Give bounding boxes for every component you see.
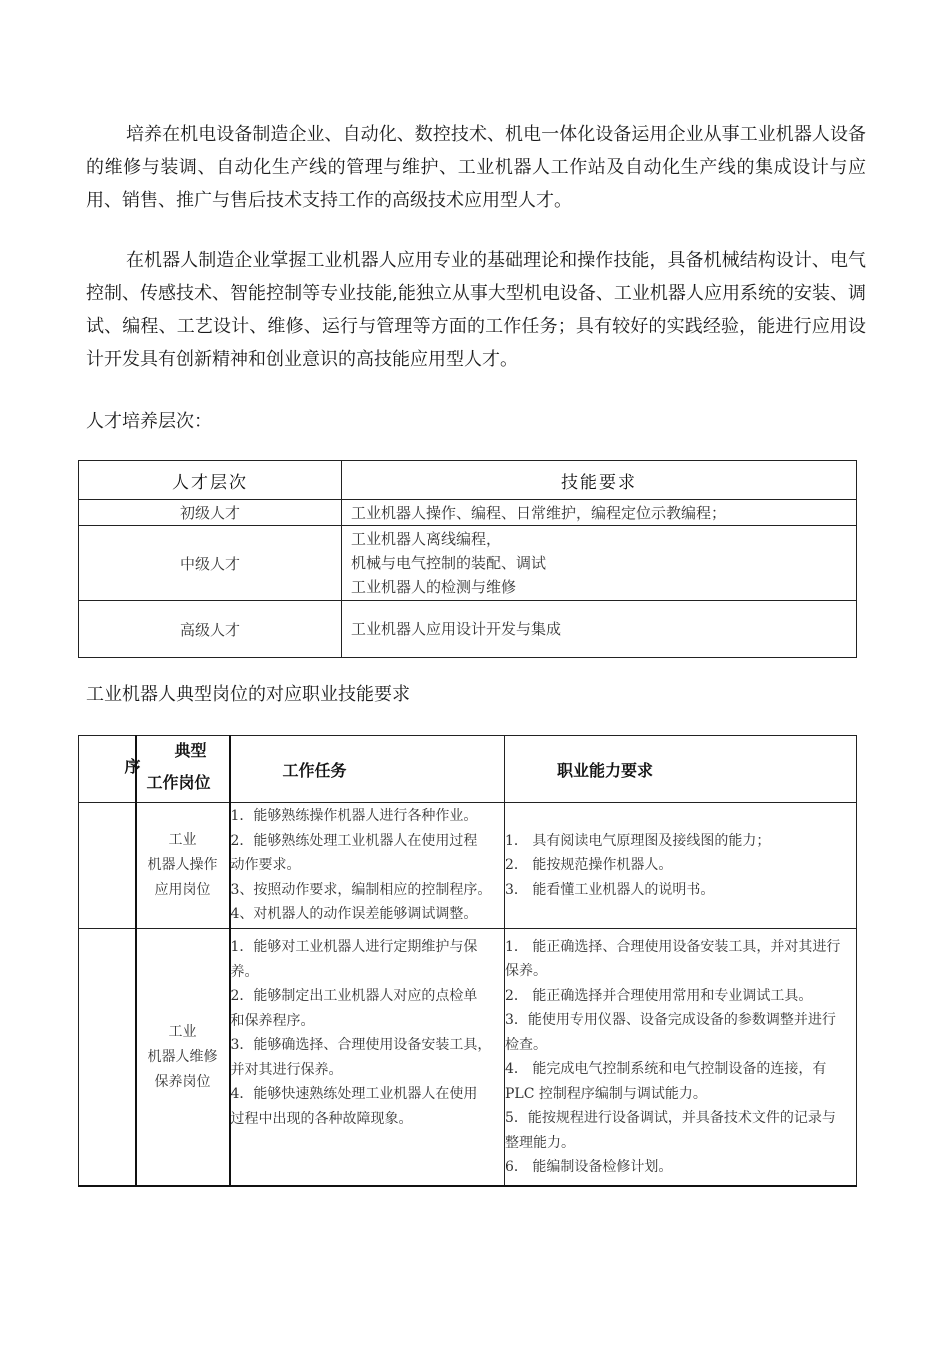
abilities-cell	[505, 803, 857, 929]
requirement-cell	[342, 500, 857, 526]
ability-line: 6． 能编制设备检修计划。	[505, 1159, 673, 1175]
post-line: 工业	[168, 832, 197, 848]
ability-line: 3．能使用专用仪器、设备完成设备的参数调整并进行	[505, 1012, 836, 1028]
tasks-cell	[230, 803, 505, 929]
task-line: 2．能够制定出工业机器人对应的点检单	[230, 988, 478, 1004]
paragraph-training-goal: 培养在机电设备制造企业、自动化、数控技术、机电一体化设备运用企业从事工业机器人设备的维修与装调、自动化生产线的管理与维护、工业机器人工作站及自动化生产线的集成设计与应用、销售、推广与售后技术支持工作的高级技术应用型人才。	[86, 124, 866, 211]
post-line: 保养岗位	[154, 1073, 211, 1090]
post-line: 应用岗位	[154, 882, 211, 898]
post-line: 工业	[168, 1023, 197, 1040]
header-skill: 技能要求	[342, 461, 857, 500]
talent-level-table	[78, 460, 857, 658]
ability-line: 2． 能按规范操作机器人。	[505, 857, 673, 874]
ability-line: 整理能力。	[505, 1134, 575, 1151]
requirement-line: 工业机器人的检测与维修	[351, 578, 517, 596]
task-line: 4、对机器人的动作误差能够调试调整。	[230, 906, 478, 923]
task-line: 动作要求。	[230, 857, 301, 874]
ability-line: 3． 能看懂工业机器人的说明书。	[505, 881, 715, 898]
task-line: 和保养程序。	[230, 1012, 315, 1029]
heading-talent-levels: 人才培养层次：	[86, 411, 212, 432]
task-line: 3、按照动作要求，编制相应的控制程序。	[230, 881, 492, 898]
level-cell: 高级人才	[79, 601, 342, 658]
task-line: 并对其进行保养。	[230, 1061, 343, 1078]
table-row	[79, 500, 857, 526]
table-row	[79, 601, 857, 658]
task-line: 4．能够快速熟练处理工业机器人在使用	[230, 1086, 478, 1102]
ability-line: 1． 具有阅读电气原理图及接线图的能力；	[505, 832, 771, 849]
level-cell: 初级人才	[79, 500, 342, 526]
post-line: 机器人维修	[147, 1048, 218, 1065]
ability-line: PLC 控制程序编制与调试能力。	[505, 1085, 707, 1102]
header-post-line1: 典型	[174, 741, 207, 760]
header-abilities: 职业能力要求	[505, 736, 857, 803]
post-line: 机器人操作	[147, 857, 218, 873]
abilities-cell	[505, 929, 857, 1187]
ability-line: 2． 能正确选择并合理使用常用和专业调试工具。	[505, 987, 813, 1004]
ability-line: 检查。	[505, 1036, 547, 1053]
table-header-row	[79, 736, 857, 803]
table-row	[79, 803, 857, 929]
tasks-cell	[230, 929, 505, 1187]
requirement-line: 工业机器人操作、编程、日常维护，编程定位示教编程；	[351, 503, 727, 522]
seq-cell	[79, 803, 136, 929]
post-skill-table	[78, 735, 857, 1187]
task-line: 2．能够熟练处理工业机器人在使用过程	[230, 832, 478, 849]
ability-line: 1． 能正确选择、合理使用设备安装工具，并对其进行	[505, 938, 841, 955]
requirement-cell	[342, 601, 857, 658]
header-post-line2: 工作岗位	[146, 773, 211, 792]
header-tasks: 工作任务	[230, 736, 505, 803]
header-seq-text: 序	[124, 757, 141, 776]
table-row	[79, 929, 857, 1187]
header-level: 人才层次	[79, 461, 342, 500]
post-cell	[136, 803, 230, 929]
seq-cell	[79, 929, 136, 1187]
task-line: 1．能够对工业机器人进行定期维护与保	[230, 939, 478, 955]
requirement-line: 工业机器人离线编程，	[351, 530, 502, 548]
task-line: 3．能够确选择、合理使用设备安装工具，	[230, 1037, 492, 1053]
table-header-row	[79, 461, 857, 500]
header-seq	[79, 736, 141, 803]
ability-line: 4． 能完成电气控制系统和电气控制设备的连接，有	[505, 1061, 827, 1077]
paragraph-skill-description: 在机器人制造企业掌握工业机器人应用专业的基础理论和操作技能，具备机械结构设计、电气控制、传感技术、智能控制等专业技能,能独立从事大型机电设备、工业机器人应用系统的安装、调试、编程、工艺设计、维修、运行与管理等方面的工作任务；具有较好的实践经验，能进行应用设计开发具有创新精神和创业意识的高技能应用型人才。	[86, 250, 866, 370]
table-row	[79, 526, 857, 601]
header-post	[136, 736, 230, 803]
post-cell	[136, 929, 230, 1187]
heading-typical-posts: 工业机器人典型岗位的对应职业技能要求	[86, 684, 410, 705]
ability-line: 5．能按规程进行设备调试，并具备技术文件的记录与	[505, 1110, 836, 1126]
ability-line: 保养。	[505, 963, 547, 979]
requirement-line: 工业机器人应用设计开发与集成	[351, 620, 562, 638]
requirement-line: 机械与电气控制的装配、调试	[351, 554, 547, 572]
task-line: 过程中出现的各种故障现象。	[230, 1110, 413, 1127]
task-line: 1．能够熟练操作机器人进行各种作业。	[230, 808, 478, 825]
requirement-cell	[342, 526, 857, 601]
level-cell: 中级人才	[79, 526, 342, 601]
task-line: 养。	[230, 963, 259, 980]
